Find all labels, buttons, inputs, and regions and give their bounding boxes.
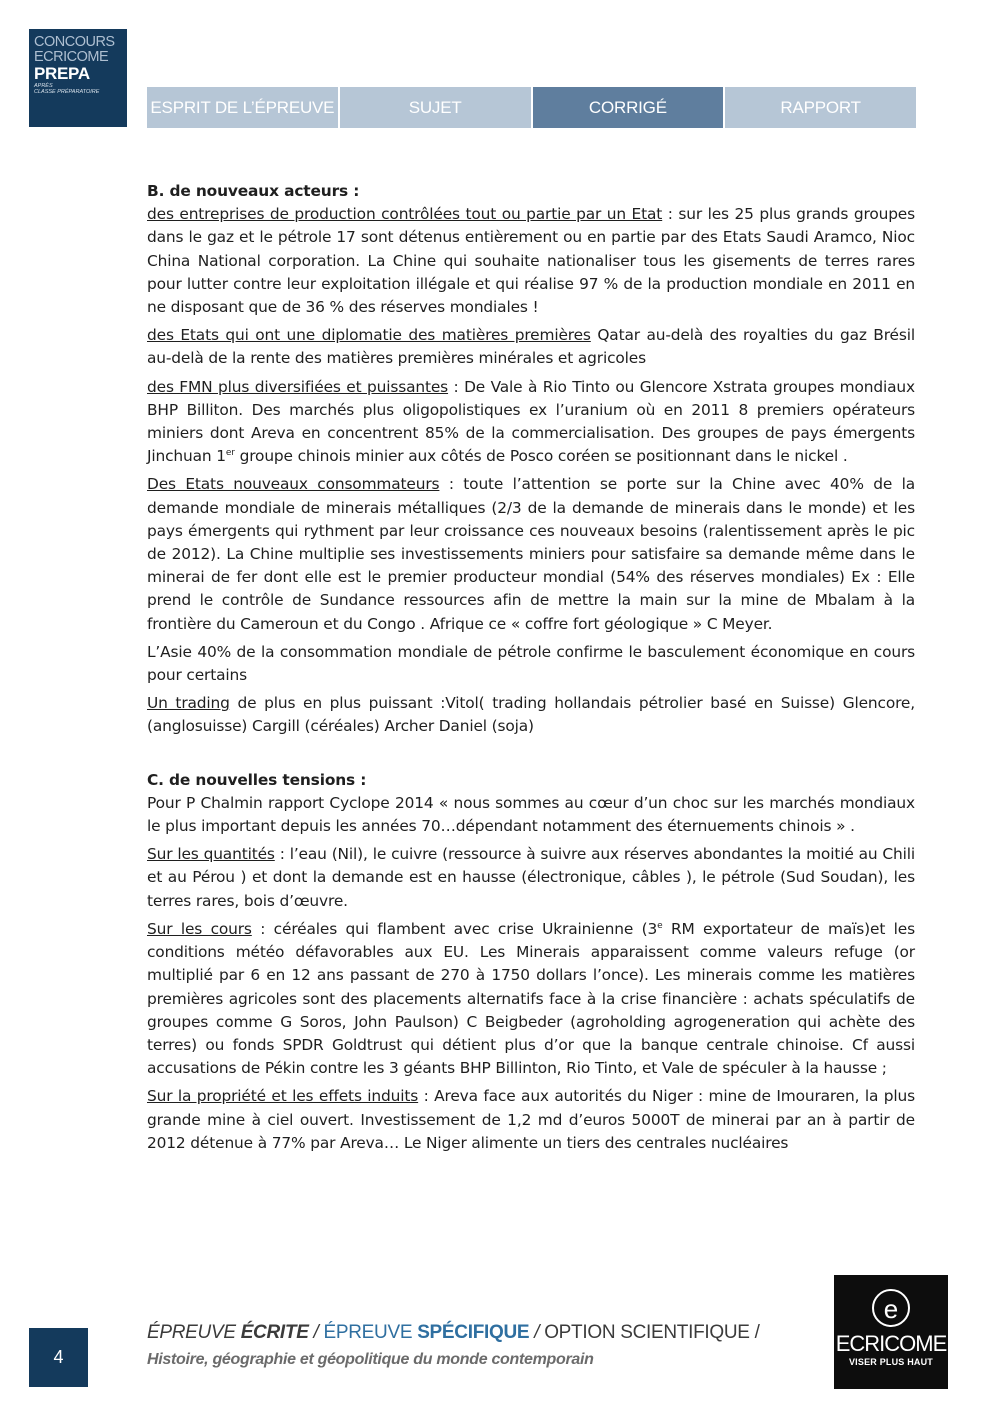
paragraph [147, 203, 915, 319]
footer-subtitle: Histoire, géographie et géopolitique du monde contemporain [147, 1351, 594, 1368]
section-tabs [147, 87, 916, 128]
section-spacer [147, 744, 915, 769]
underlined-term: des FMN plus diversifiées et puissantes [147, 377, 449, 396]
underlined-term: des Etats qui ont une diplomatie des matières premières [147, 326, 591, 345]
footer-separator: / [308, 1322, 324, 1343]
footer-separator: / [529, 1322, 545, 1343]
logo-line-ecricome: ECRICOME [34, 48, 109, 65]
footer-part-blue: ÉPREUVE [323, 1322, 418, 1343]
section-b-heading: B. de nouveaux acteurs : [147, 182, 360, 200]
logo-line-prepa: PREPA [34, 64, 90, 83]
underlined-term: Des Etats nouveaux consommateurs [147, 475, 440, 494]
tab-corrige[interactable]: CORRIGÉ [533, 87, 724, 128]
concours-logo [29, 29, 127, 127]
paragraph-text: : l’eau (Nil), le cuivre (ressource à suivre aux réserves abondantes la moitié au Chili et au Pérou ) et dont la demande est en hausse (électronique, câbles ), le pétrole (Sud Soudan), les terres rares, bois d’œuvre. [147, 845, 915, 910]
page-number: 4 [29, 1328, 88, 1387]
ecricome-brand-logo [834, 1275, 948, 1389]
logo-line-apres: APRÈS [34, 83, 53, 89]
paragraph-text: : De Vale à Rio Tinto ou Glencore Xstrata groupes mondiaux BHP Billiton. Des marchés plus oligopolistiques ex l’uranium où en 2011 8 premiers opérateurs miniers dont Areva en concentrent 85% de la commercialisation. Des groupes de pays émergents Jinchuan 1 [147, 377, 915, 466]
paragraph-text: Qatar au-delà des royalties du gaz Brésil au-delà de la rente des matières premières minérales et agricoles [147, 326, 915, 368]
document-body [147, 180, 915, 1160]
underlined-term: Sur les quantités [147, 845, 275, 864]
paragraph [147, 376, 915, 469]
paragraph-text: groupe chinois minier aux côtés de Posco coréen se positionnant dans le nickel . [234, 447, 848, 466]
paragraph-text: de plus en plus puissant :Vitol( trading hollandais pétrolier basé en Suisse) Glencore,(anglosuisse) Cargill (céréales) Archer Daniel (soja) [147, 694, 915, 736]
logo-line-classe: CLASSE PRÉPARATOIRE [34, 88, 100, 95]
paragraph-text: : sur les 25 plus grands groupes dans le gaz et le pétrole 17 sont détenus entièrement ou en partie par des Etats Saudi Aramco, Nioc China National corporation. La Chine qui souhaite nationaliser tous les gisements de terres rares pour lutter contre leur exploitation illégale et qui réalise 97 % de la production mondiale en 2011 en ne disposant que de 36 % des réserves mondiales ! [147, 205, 915, 317]
ecricome-e-icon: e [872, 1289, 910, 1327]
paragraph [147, 473, 915, 635]
underlined-term: Sur la propriété et les effets induits [147, 1087, 419, 1106]
section-c-heading: C. de nouvelles tensions : [147, 770, 367, 789]
paragraph: L’Asie 40% de la consommation mondiale de pétrole confirme le basculement économique en cours pour certains [147, 642, 915, 685]
paragraph-text: : toute l’attention se porte sur la Chine avec 40% de la demande mondiale de minerais métalliques (2/3 de la demande de minerais dans le monde) et les pays émergents qui rythment par leur croissance ces nouveaux besoins (ralentissement après le pic de 2012). La Chine multiplie ses investissements miniers pour satisfaire sa demande même dans le minerai de fer dont elle est le premier producteur mondial (54% des réserves mondiales) Ex : Elle prend le contrôle de Sundance ressources afin de mettre la main sur la mine de Mbalam à la frontière du Cameroun et du Congo . Afrique ce « coffre fort géologique » C Meyer. [147, 475, 915, 633]
footer-part: OPTION SCIENTIFIQUE / [544, 1322, 760, 1343]
paragraph-text: : Areva face aux autorités du Niger : mine de Imouraren, la plus grande mine à ciel ouvert. Investissement de 1,2 md d’euros 5000T de minerai par an à partir de 2012 détenue à 77% par Areva… Le Niger alimente un tiers des centrales nucléaires [147, 1087, 915, 1152]
underlined-term: Sur les cours [147, 919, 252, 938]
underlined-term: des entreprises de production contrôlées tout ou partie par un Etat [147, 205, 663, 224]
footer-title [147, 1322, 760, 1344]
brand-name: ECRICOME [835, 1331, 947, 1356]
paragraph [147, 324, 915, 370]
footer-part-bold: ÉCRITE [240, 1322, 309, 1343]
underlined-term: Un trading [147, 694, 230, 713]
logo-line-concours: CONCOURS [34, 34, 115, 50]
tab-esprit[interactable]: ESPRIT DE L’ÉPREUVE [147, 87, 338, 128]
brand-tagline: VISER PLUS HAUT [848, 1357, 933, 1367]
footer-part: ÉPREUVE [147, 1322, 241, 1343]
paragraph: Pour P Chalmin rapport Cyclope 2014 « nous sommes au cœur d’un choc sur les marchés mondiaux le plus important depuis les années 70…dépendant notamment des éternuements chinois » . [147, 793, 915, 836]
paragraph [147, 918, 915, 1080]
superscript: e [657, 920, 663, 931]
superscript: er [225, 448, 235, 459]
tab-rapport[interactable]: RAPPORT [725, 87, 916, 128]
footer-part-blue-bold: SPÉCIFIQUE [417, 1322, 530, 1343]
paragraph-text: RM exportateur de maïs)et les conditions météo défavorables aux EU. Les Minerais apparaissent comme valeurs refuge (or multiplié par 6 en 12 ans passant de 270 à 1750 dollars l’once). Les minerais comme les matières premières agricoles sont des placements alternatifs face à la crise financière : achats spéculatifs de groupes comme G Soros, John Paulson) C Beigbeder (agroholding agrogeneration qui achète des terres) ou fonds SPDR Goldtrust qui détient plus d’or que la banque centrale chinoise. Cf aussi accusations de Pékin contre les 3 géants BHP Billinton, Rio Tinto, et Vale de spéculer à la hausse ; [147, 919, 915, 1078]
paragraph-text: : céréales qui flambent avec crise Ukrainienne (3 [251, 919, 658, 938]
paragraph [147, 692, 915, 738]
paragraph [147, 843, 915, 913]
paragraph [147, 1085, 915, 1155]
tab-sujet[interactable]: SUJET [340, 87, 531, 128]
